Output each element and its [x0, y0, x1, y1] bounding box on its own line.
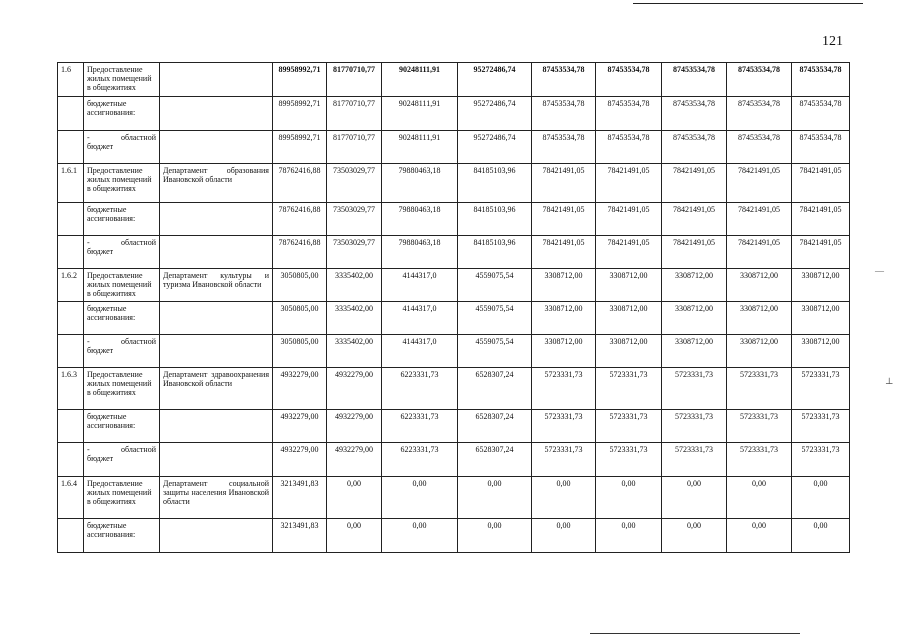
value-cell: 3308712,00	[596, 335, 662, 368]
row-department	[160, 63, 273, 97]
name-rest: бюджет	[87, 454, 114, 463]
value-cell: 0,00	[382, 519, 458, 553]
value-cell: 87453534,78	[792, 131, 850, 164]
value-cell: 87453534,78	[596, 97, 662, 131]
value-cell: 3308712,00	[727, 269, 792, 302]
value-cell: 0,00	[596, 477, 662, 519]
value-cell: 87453534,78	[596, 63, 662, 97]
row-department	[160, 410, 273, 443]
row-name	[84, 236, 160, 269]
value-cell: 4932279,00	[273, 410, 327, 443]
value-cell: 78421491,05	[596, 164, 662, 203]
row-name	[84, 302, 160, 335]
value-cell: 3050805,00	[273, 269, 327, 302]
row-name	[84, 203, 160, 236]
name-dash: -	[87, 337, 90, 346]
name-text: Предоставление жилых помещений в общежитиях	[87, 271, 152, 298]
table-row	[58, 164, 850, 203]
value-cell: 4559075,54	[458, 269, 532, 302]
row-department	[160, 131, 273, 164]
value-cell: 0,00	[727, 519, 792, 553]
table-row	[58, 443, 850, 477]
row-code	[58, 519, 84, 553]
row-code: 1.6	[58, 63, 84, 97]
value-cell: 78421491,05	[662, 164, 727, 203]
name-text: бюджетные ассигнования:	[87, 99, 136, 117]
value-cell: 4932279,00	[327, 443, 382, 477]
value-cell: 5723331,73	[792, 368, 850, 410]
name-text: бюджетные ассигнования:	[87, 521, 136, 539]
value-cell: 4559075,54	[458, 302, 532, 335]
row-name	[84, 335, 160, 368]
name-dash: -	[87, 133, 90, 142]
value-cell: 4144317,0	[382, 335, 458, 368]
value-cell: 3308712,00	[662, 335, 727, 368]
value-cell: 4932279,00	[327, 410, 382, 443]
row-name	[84, 164, 160, 203]
value-cell: 78421491,05	[662, 236, 727, 269]
value-cell: 78762416,88	[273, 236, 327, 269]
name-text: бюджетные ассигнования:	[87, 205, 136, 223]
name-text: бюджетные ассигнования:	[87, 412, 136, 430]
value-cell: 0,00	[662, 477, 727, 519]
row-name	[84, 368, 160, 410]
value-cell: 89958992,71	[273, 97, 327, 131]
value-cell: 3308712,00	[596, 269, 662, 302]
value-cell: 87453534,78	[532, 63, 596, 97]
value-cell: 87453534,78	[662, 131, 727, 164]
page-number: 121	[822, 34, 843, 49]
scan-mark: ⊥	[885, 376, 894, 386]
table-row	[58, 477, 850, 519]
value-cell: 5723331,73	[727, 410, 792, 443]
value-cell: 0,00	[382, 477, 458, 519]
row-name	[84, 410, 160, 443]
value-cell: 4932279,00	[327, 368, 382, 410]
value-cell: 3308712,00	[792, 269, 850, 302]
value-cell: 3213491,83	[273, 477, 327, 519]
value-cell: 87453534,78	[727, 97, 792, 131]
name-right: областной	[120, 238, 156, 247]
row-code	[58, 236, 84, 269]
value-cell: 4932279,00	[273, 368, 327, 410]
value-cell: 0,00	[792, 477, 850, 519]
row-department: Департамент культуры и туризма Ивановской области	[160, 269, 273, 302]
row-department	[160, 203, 273, 236]
name-dash: -	[87, 445, 90, 454]
table-body	[58, 63, 850, 553]
value-cell: 73503029,77	[327, 203, 382, 236]
value-cell: 78421491,05	[727, 164, 792, 203]
table-row	[58, 203, 850, 236]
value-cell: 5723331,73	[532, 368, 596, 410]
value-cell: 79880463,18	[382, 203, 458, 236]
value-cell: 95272486,74	[458, 97, 532, 131]
value-cell: 0,00	[532, 477, 596, 519]
table-row	[58, 302, 850, 335]
value-cell: 79880463,18	[382, 236, 458, 269]
row-department	[160, 335, 273, 368]
value-cell: 0,00	[327, 477, 382, 519]
value-cell: 3308712,00	[662, 269, 727, 302]
row-department	[160, 519, 273, 553]
value-cell: 6528307,24	[458, 368, 532, 410]
value-cell: 87453534,78	[792, 63, 850, 97]
value-cell: 78421491,05	[532, 164, 596, 203]
value-cell: 3335402,00	[327, 269, 382, 302]
name-right: областной	[120, 337, 156, 346]
value-cell: 4559075,54	[458, 335, 532, 368]
bottom-rule	[590, 633, 800, 634]
value-cell: 78421491,05	[792, 203, 850, 236]
row-name	[84, 131, 160, 164]
value-cell: 6528307,24	[458, 443, 532, 477]
value-cell: 5723331,73	[792, 410, 850, 443]
value-cell: 87453534,78	[662, 97, 727, 131]
value-cell: 0,00	[662, 519, 727, 553]
name-rest: бюджет	[87, 346, 114, 355]
table-row	[58, 335, 850, 368]
value-cell: 3308712,00	[532, 269, 596, 302]
value-cell: 78421491,05	[532, 236, 596, 269]
value-cell: 0,00	[532, 519, 596, 553]
value-cell: 78421491,05	[792, 236, 850, 269]
value-cell: 4144317,0	[382, 269, 458, 302]
row-code	[58, 203, 84, 236]
value-cell: 5723331,73	[662, 410, 727, 443]
table-row	[58, 236, 850, 269]
row-name	[84, 97, 160, 131]
value-cell: 78421491,05	[596, 236, 662, 269]
row-code: 1.6.4	[58, 477, 84, 519]
name-text: Предоставление жилых помещений в общежитиях	[87, 370, 152, 397]
value-cell: 79880463,18	[382, 164, 458, 203]
row-department	[160, 236, 273, 269]
value-cell: 0,00	[458, 477, 532, 519]
value-cell: 90248111,91	[382, 131, 458, 164]
value-cell: 3308712,00	[792, 302, 850, 335]
value-cell: 84185103,96	[458, 203, 532, 236]
table-row	[58, 269, 850, 302]
value-cell: 0,00	[727, 477, 792, 519]
row-code	[58, 97, 84, 131]
table-row	[58, 63, 850, 97]
table-row	[58, 410, 850, 443]
name-right: областной	[120, 133, 156, 142]
value-cell: 95272486,74	[458, 131, 532, 164]
row-code	[58, 302, 84, 335]
value-cell: 3308712,00	[532, 335, 596, 368]
value-cell: 87453534,78	[532, 97, 596, 131]
value-cell: 4144317,0	[382, 302, 458, 335]
value-cell: 81770710,77	[327, 63, 382, 97]
row-department: Департамент социальной защиты населения Ивановской области	[160, 477, 273, 519]
value-cell: 5723331,73	[727, 368, 792, 410]
row-code	[58, 410, 84, 443]
value-cell: 81770710,77	[327, 97, 382, 131]
value-cell: 6223331,73	[382, 368, 458, 410]
name-text: Предоставление жилых помещений в общежитиях	[87, 166, 152, 193]
value-cell: 87453534,78	[532, 131, 596, 164]
name-dash: -	[87, 238, 90, 247]
value-cell: 5723331,73	[596, 443, 662, 477]
row-department: Департамент здравоохранения Ивановской области	[160, 368, 273, 410]
name-text: Предоставление жилых помещений в общежитиях	[87, 65, 152, 92]
value-cell: 5723331,73	[662, 443, 727, 477]
value-cell: 3213491,83	[273, 519, 327, 553]
name-right: областной	[120, 445, 156, 454]
row-department	[160, 97, 273, 131]
row-code: 1.6.2	[58, 269, 84, 302]
row-code	[58, 443, 84, 477]
value-cell: 3335402,00	[327, 335, 382, 368]
value-cell: 5723331,73	[596, 410, 662, 443]
value-cell: 0,00	[458, 519, 532, 553]
value-cell: 3308712,00	[662, 302, 727, 335]
value-cell: 78421491,05	[727, 236, 792, 269]
value-cell: 87453534,78	[727, 131, 792, 164]
value-cell: 3308712,00	[532, 302, 596, 335]
value-cell: 78762416,88	[273, 164, 327, 203]
value-cell: 90248111,91	[382, 63, 458, 97]
value-cell: 3050805,00	[273, 335, 327, 368]
value-cell: 4932279,00	[273, 443, 327, 477]
value-cell: 5723331,73	[596, 368, 662, 410]
value-cell: 89958992,71	[273, 63, 327, 97]
value-cell: 73503029,77	[327, 164, 382, 203]
name-rest: бюджет	[87, 247, 114, 256]
name-text: бюджетные ассигнования:	[87, 304, 136, 322]
table-row	[58, 368, 850, 410]
top-rule	[633, 3, 863, 4]
row-department: Департамент образования Ивановской области	[160, 164, 273, 203]
value-cell: 78421491,05	[662, 203, 727, 236]
value-cell: 73503029,77	[327, 236, 382, 269]
value-cell: 6223331,73	[382, 443, 458, 477]
value-cell: 5723331,73	[792, 443, 850, 477]
value-cell: 84185103,96	[458, 164, 532, 203]
row-name	[84, 269, 160, 302]
value-cell: 3050805,00	[273, 302, 327, 335]
row-code: 1.6.1	[58, 164, 84, 203]
value-cell: 87453534,78	[596, 131, 662, 164]
value-cell: 81770710,77	[327, 131, 382, 164]
value-cell: 87453534,78	[727, 63, 792, 97]
value-cell: 3335402,00	[327, 302, 382, 335]
value-cell: 5723331,73	[532, 443, 596, 477]
value-cell: 87453534,78	[662, 63, 727, 97]
value-cell: 3308712,00	[792, 335, 850, 368]
value-cell: 0,00	[792, 519, 850, 553]
value-cell: 3308712,00	[727, 302, 792, 335]
table-row	[58, 131, 850, 164]
table-row	[58, 519, 850, 553]
row-name	[84, 63, 160, 97]
row-department	[160, 302, 273, 335]
value-cell: 84185103,96	[458, 236, 532, 269]
row-name	[84, 477, 160, 519]
value-cell: 87453534,78	[792, 97, 850, 131]
value-cell: 78762416,88	[273, 203, 327, 236]
value-cell: 78421491,05	[727, 203, 792, 236]
budget-table	[57, 62, 850, 553]
value-cell: 5723331,73	[727, 443, 792, 477]
value-cell: 95272486,74	[458, 63, 532, 97]
value-cell: 0,00	[596, 519, 662, 553]
value-cell: 3308712,00	[596, 302, 662, 335]
value-cell: 5723331,73	[532, 410, 596, 443]
value-cell: 89958992,71	[273, 131, 327, 164]
value-cell: 3308712,00	[727, 335, 792, 368]
value-cell: 90248111,91	[382, 97, 458, 131]
row-code	[58, 335, 84, 368]
value-cell: 78421491,05	[532, 203, 596, 236]
row-name	[84, 519, 160, 553]
row-code: 1.6.3	[58, 368, 84, 410]
scan-mark: ––	[875, 266, 884, 276]
value-cell: 0,00	[327, 519, 382, 553]
value-cell: 5723331,73	[662, 368, 727, 410]
row-code	[58, 131, 84, 164]
value-cell: 6528307,24	[458, 410, 532, 443]
value-cell: 78421491,05	[596, 203, 662, 236]
table-row	[58, 97, 850, 131]
row-department	[160, 443, 273, 477]
value-cell: 78421491,05	[792, 164, 850, 203]
value-cell: 6223331,73	[382, 410, 458, 443]
row-name	[84, 443, 160, 477]
name-rest: бюджет	[87, 142, 114, 151]
name-text: Предоставление жилых помещений в общежитиях	[87, 479, 152, 506]
